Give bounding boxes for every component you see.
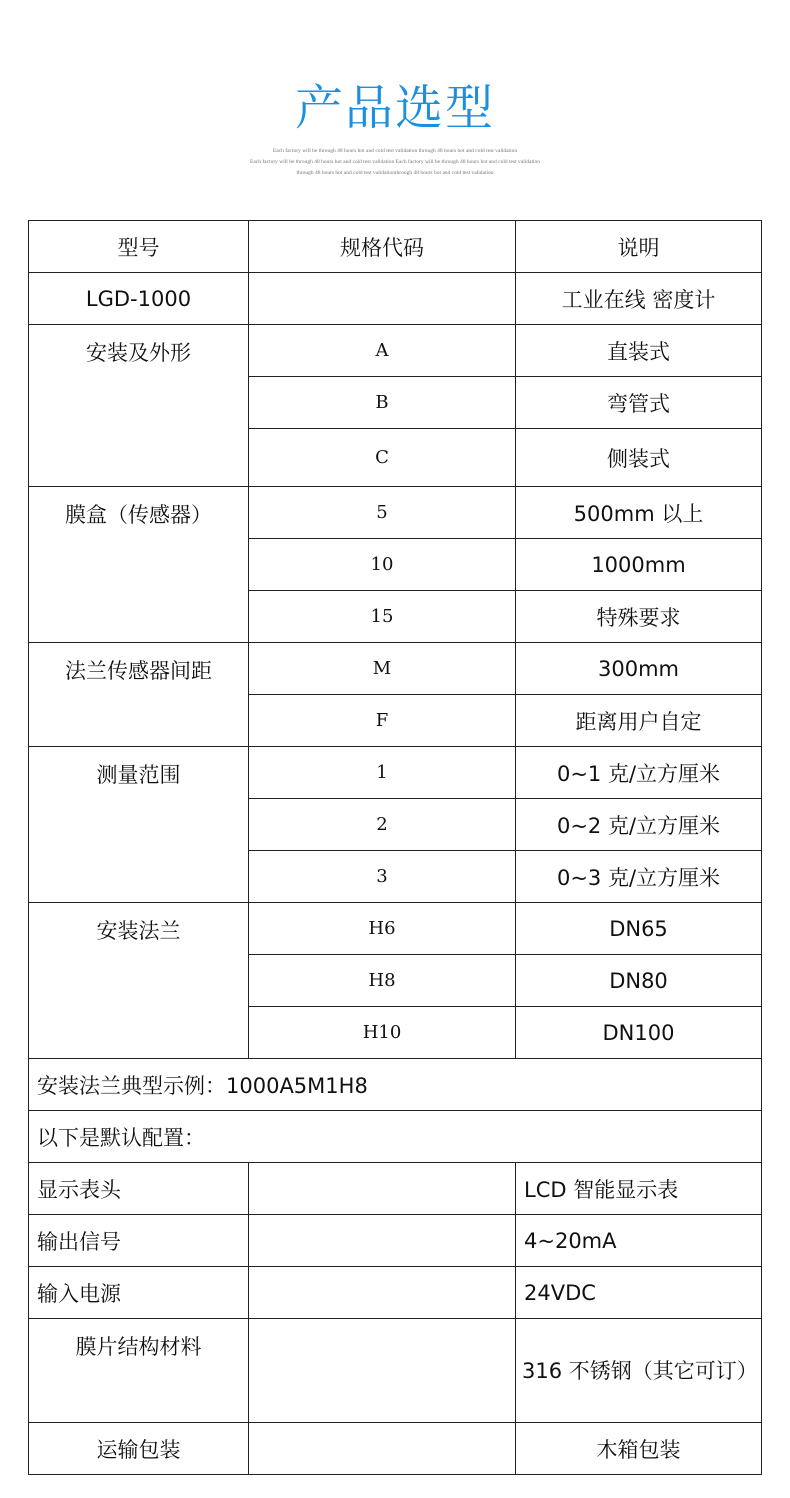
group-label: 安装法兰 bbox=[29, 903, 249, 1059]
group-label: 安装及外形 bbox=[29, 325, 249, 487]
default-desc: 4~20mA bbox=[516, 1215, 762, 1267]
spec-code: H6 bbox=[249, 903, 516, 955]
spec-desc: 1000mm bbox=[516, 539, 762, 591]
spec-desc: DN65 bbox=[516, 903, 762, 955]
subtitle-line: Each factory will be through 48 hours hot and cold test validation Each factory will be through 48 hours hot and cold test validation bbox=[249, 159, 541, 165]
default-desc: 24VDC bbox=[516, 1267, 762, 1319]
spec-desc: DN80 bbox=[516, 955, 762, 1007]
spec-code: 10 bbox=[249, 539, 516, 591]
table-row bbox=[29, 1319, 762, 1423]
table-row bbox=[29, 1111, 762, 1163]
group-label: 测量范围 bbox=[29, 747, 249, 903]
spec-code: 15 bbox=[249, 591, 516, 643]
subtitle-line: through 48 hours hot and cold test validationthrough 48 hours hot and cold test validation bbox=[296, 170, 494, 176]
spec-code: H10 bbox=[249, 1007, 516, 1059]
spec-code: B bbox=[249, 377, 516, 429]
spec-desc: 直装式 bbox=[516, 325, 762, 377]
model-name: LGD-1000 bbox=[29, 273, 249, 325]
table-row bbox=[29, 643, 762, 695]
table-row bbox=[29, 1423, 762, 1475]
default-desc: 木箱包装 bbox=[516, 1423, 762, 1475]
table-row bbox=[29, 903, 762, 955]
table-row bbox=[29, 1059, 762, 1111]
spec-code: C bbox=[249, 429, 516, 487]
group-label: 法兰传感器间距 bbox=[29, 643, 249, 747]
default-name: 运输包装 bbox=[29, 1423, 249, 1475]
table-row bbox=[29, 1267, 762, 1319]
group-label: 膜盒（传感器） bbox=[29, 487, 249, 643]
spec-code: 1 bbox=[249, 747, 516, 799]
spec-desc: 弯管式 bbox=[516, 377, 762, 429]
table-row bbox=[29, 1163, 762, 1215]
default-name: 输出信号 bbox=[29, 1215, 249, 1267]
spec-code: M bbox=[249, 643, 516, 695]
model-desc: 工业在线 密度计 bbox=[516, 273, 762, 325]
default-desc: 316 不锈钢（其它可订） bbox=[516, 1319, 762, 1423]
model-code bbox=[249, 273, 516, 325]
model-selection-table bbox=[28, 220, 762, 1475]
subtitle-line: Each factory will be through 48 hours hot and cold test validation through 48 hours hot and cold test validation bbox=[272, 148, 518, 154]
spec-desc: 特殊要求 bbox=[516, 591, 762, 643]
table-header-row bbox=[29, 221, 762, 273]
default-config-title: 以下是默认配置： bbox=[29, 1111, 762, 1163]
spec-desc: 0~3 克/立方厘米 bbox=[516, 851, 762, 903]
spec-code: F bbox=[249, 695, 516, 747]
spec-code: 3 bbox=[249, 851, 516, 903]
subtitle-text bbox=[0, 146, 790, 179]
table-row bbox=[29, 325, 762, 377]
default-code bbox=[249, 1163, 516, 1215]
spec-desc: 300mm bbox=[516, 643, 762, 695]
spec-desc: DN100 bbox=[516, 1007, 762, 1059]
spec-desc: 500mm 以上 bbox=[516, 487, 762, 539]
default-name: 输入电源 bbox=[29, 1267, 249, 1319]
spec-code: 5 bbox=[249, 487, 516, 539]
default-name: 膜片结构材料 bbox=[29, 1319, 249, 1423]
spec-code: H8 bbox=[249, 955, 516, 1007]
table-row bbox=[29, 1215, 762, 1267]
spec-desc: 侧装式 bbox=[516, 429, 762, 487]
table-row bbox=[29, 273, 762, 325]
table-row bbox=[29, 747, 762, 799]
spec-desc: 0~2 克/立方厘米 bbox=[516, 799, 762, 851]
default-code bbox=[249, 1215, 516, 1267]
spec-desc: 距离用户自定 bbox=[516, 695, 762, 747]
page-title: 产品选型 bbox=[294, 80, 495, 136]
header-cell: 规格代码 bbox=[249, 221, 516, 273]
spec-code: A bbox=[249, 325, 516, 377]
table-row bbox=[29, 487, 762, 539]
spec-desc: 0~1 克/立方厘米 bbox=[516, 747, 762, 799]
header-cell: 说明 bbox=[516, 221, 762, 273]
header-cell: 型号 bbox=[29, 221, 249, 273]
default-code bbox=[249, 1423, 516, 1475]
example-note: 安装法兰典型示例：1000A5M1H8 bbox=[29, 1059, 762, 1111]
default-code bbox=[249, 1319, 516, 1423]
default-code bbox=[249, 1267, 516, 1319]
default-name: 显示表头 bbox=[29, 1163, 249, 1215]
spec-code: 2 bbox=[249, 799, 516, 851]
default-desc: LCD 智能显示表 bbox=[516, 1163, 762, 1215]
